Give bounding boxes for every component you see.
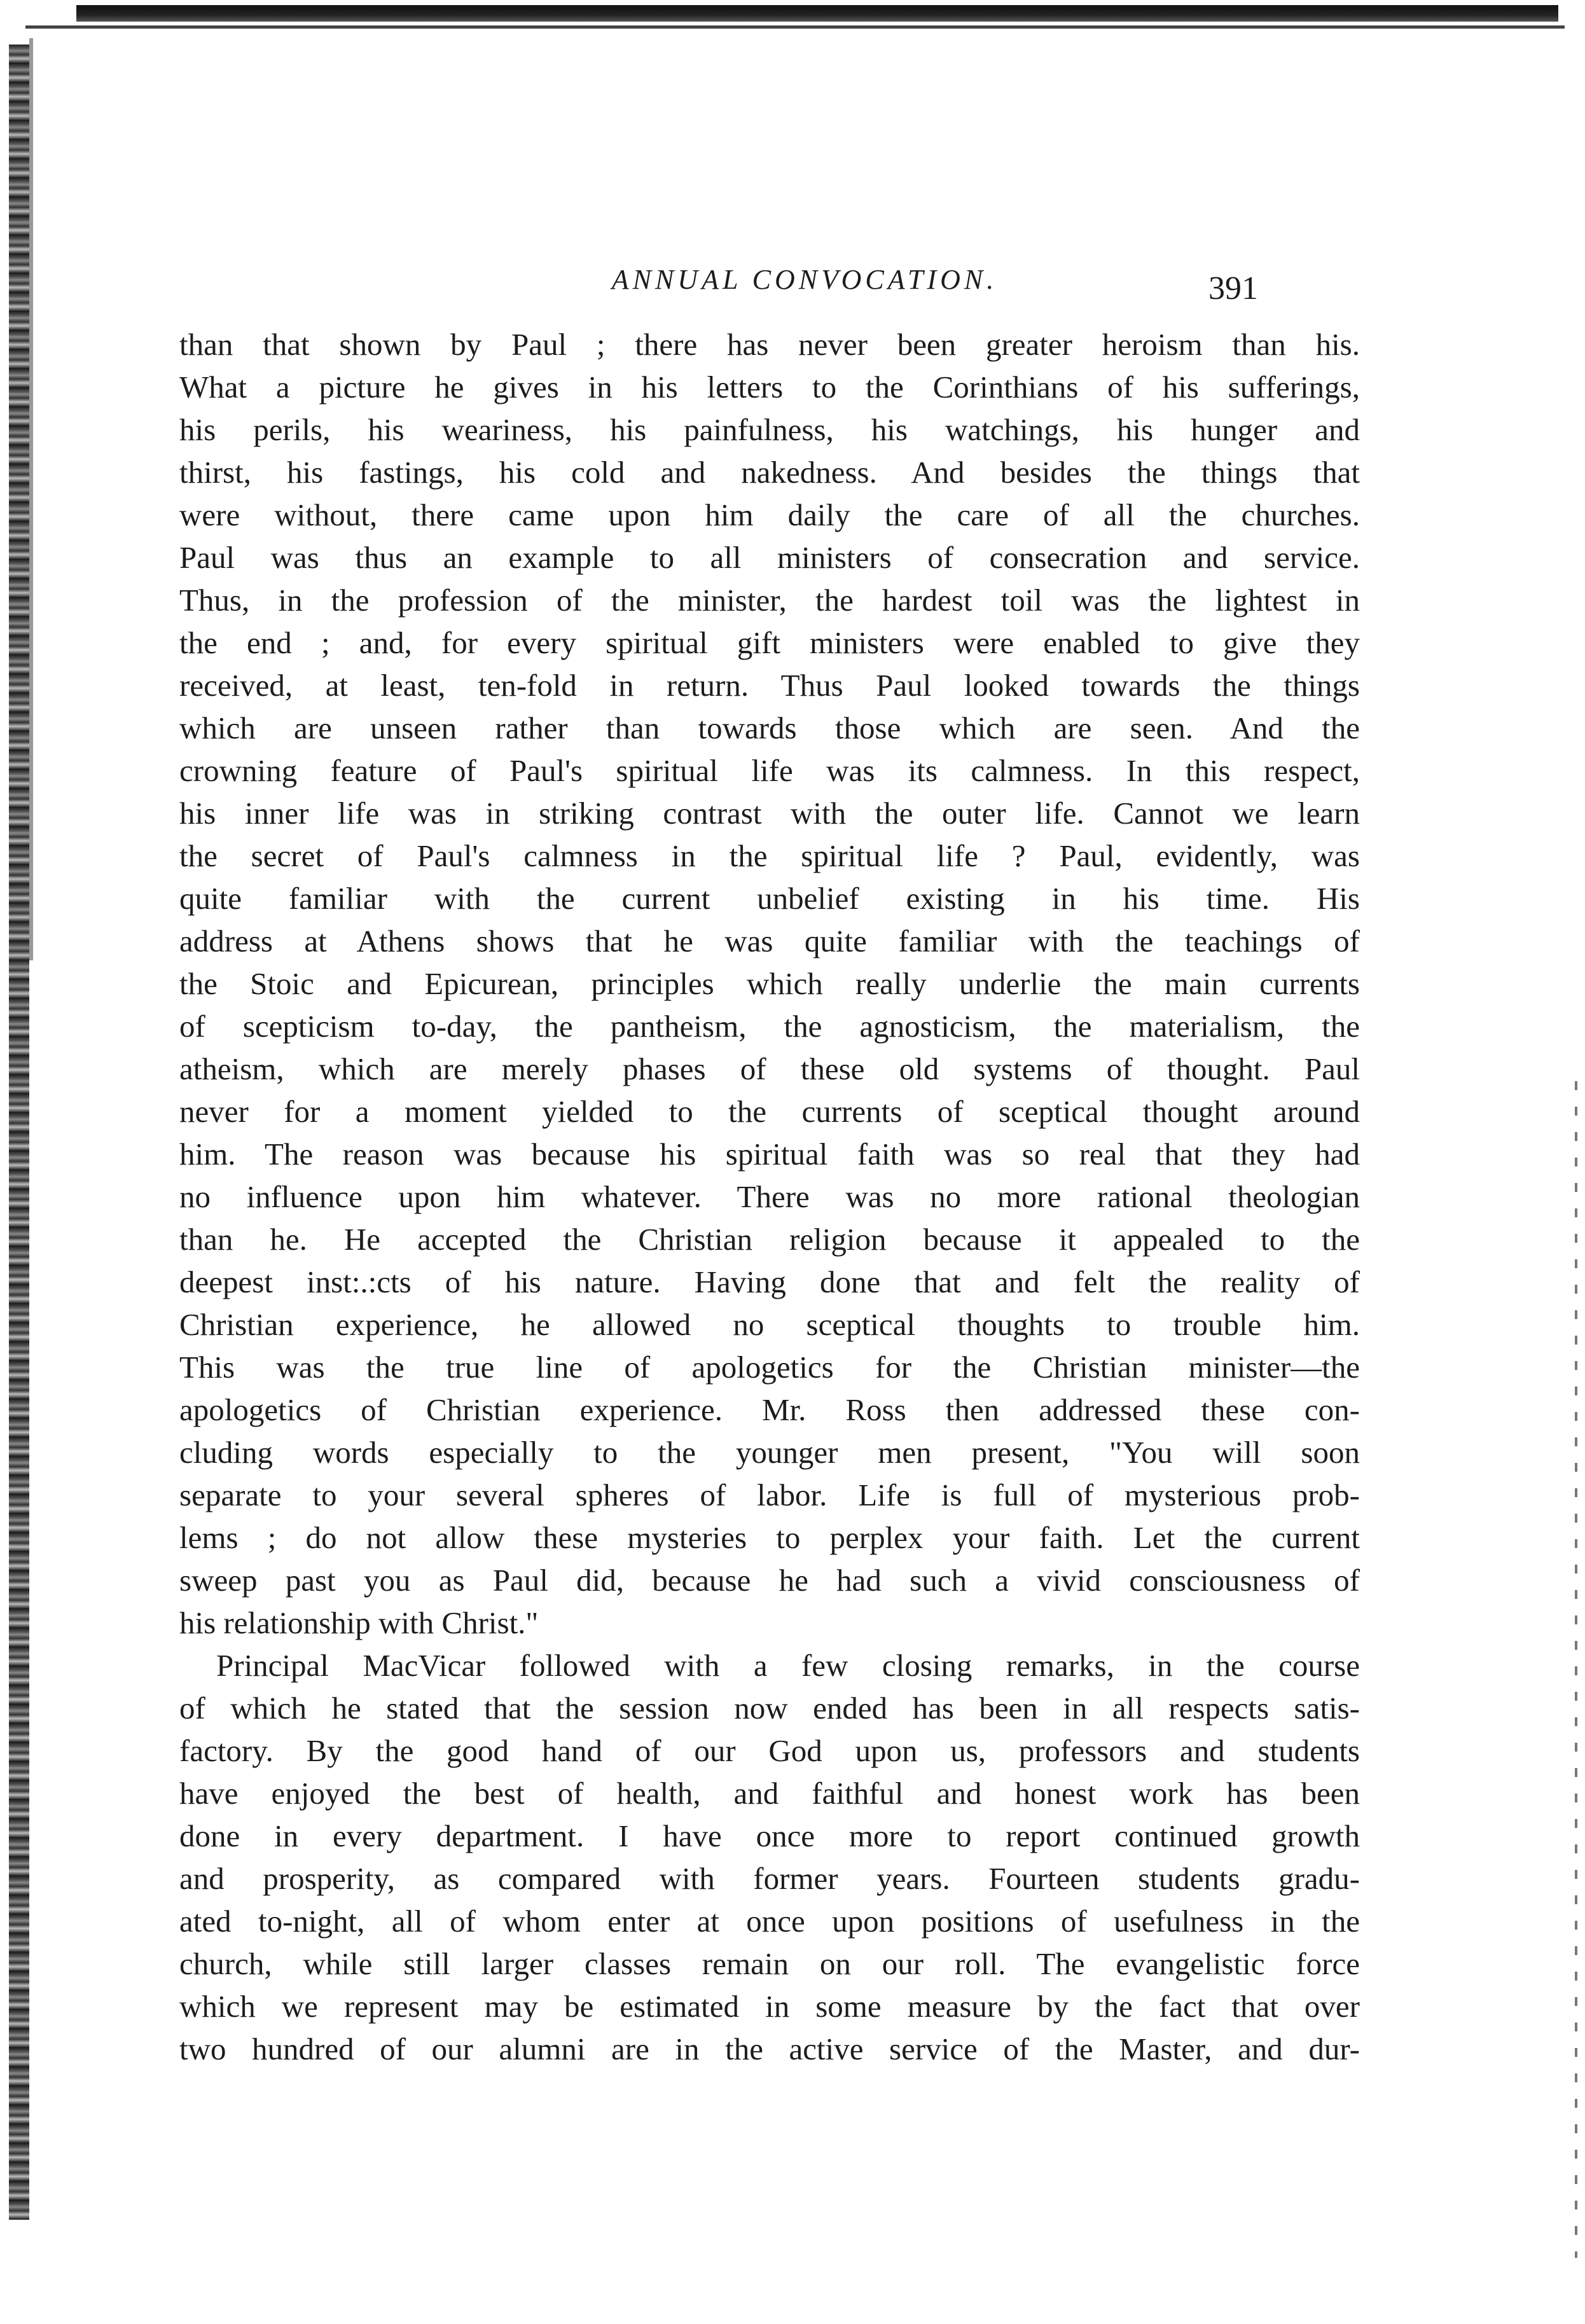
text-line: the secret of Paul's calmness in the spiritual life ? Paul, evidently, was [179, 838, 1360, 873]
binding-edge-inner [29, 38, 33, 960]
paragraph-first-line: Principal MacVicar followed with a few closing remarks, in the course [216, 1648, 1360, 1683]
text-line: than that shown by Paul ; there has never been greater heroism than his. [179, 327, 1360, 362]
text-line: which are unseen rather than towards those which are seen. And the [179, 710, 1360, 745]
text-line: him. The reason was because his spiritual faith was so real that they had [179, 1137, 1360, 1172]
text-line: cluding words especially to the younger men present, "You will soon [179, 1435, 1360, 1470]
text-line: lems ; do not allow these mysteries to perplex your faith. Let the current [179, 1520, 1360, 1555]
text-line: done in every department. I have once more to report continued growth [179, 1818, 1360, 1853]
text-line: church, while still larger classes remain on our roll. The evangelistic force [179, 1946, 1360, 1981]
text-line: Thus, in the profession of the minister, the hardest toil was the lightest in [179, 583, 1360, 618]
text-line: thirst, his fastings, his cold and nakedness. And besides the things that [179, 455, 1360, 490]
text-line: the end ; and, for every spiritual gift ministers were enabled to give they [179, 625, 1360, 660]
text-line: and prosperity, as compared with former years. Fourteen students gradu- [179, 1861, 1360, 1896]
text-line: his relationship with Christ." [179, 1605, 539, 1640]
text-line: two hundred of our alumni are in the active service of the Master, and dur- [179, 2031, 1360, 2066]
page-number: 391 [1208, 270, 1258, 307]
running-head [0, 263, 1585, 308]
top-border-rule [76, 5, 1558, 22]
text-line: ated to-night, all of whom enter at once upon positions of usefulness in the [179, 1904, 1360, 1939]
top-border-thin-rule [25, 25, 1565, 29]
text-line: the Stoic and Epicurean, principles which really underlie the main currents [179, 966, 1360, 1001]
text-line: of scepticism to-day, the pantheism, the agnosticism, the materialism, the [179, 1009, 1360, 1044]
text-line: of which he stated that the session now ended has been in all respects satis- [179, 1691, 1360, 1726]
text-line: received, at least, ten-fold in return. Thus Paul looked towards the things [179, 668, 1360, 703]
running-title: ANNUAL CONVOCATION. [611, 264, 998, 295]
text-line: What a picture he gives in his letters to the Corinthians of his sufferings, [179, 370, 1360, 405]
text-line: which we represent may be estimated in some measure by the fact that over [179, 1989, 1360, 2024]
text-line: deepest inst:.:cts of his nature. Having done that and felt the reality of [179, 1264, 1360, 1299]
text-line: atheism, which are merely phases of these old systems of thought. Paul [179, 1051, 1360, 1086]
text-line: quite familiar with the current unbelief existing in his time. His [179, 881, 1360, 916]
text-line: his perils, his weariness, his painfulness, his watchings, his hunger and [179, 412, 1360, 447]
text-line: were without, there came upon him daily the care of all the churches. [179, 497, 1360, 532]
text-line: his inner life was in striking contrast with the outer life. Cannot we learn [179, 796, 1360, 831]
text-line: sweep past you as Paul did, because he had such a vivid consciousness of [179, 1563, 1360, 1598]
text-column [179, 323, 1360, 2070]
text-line: have enjoyed the best of health, and faithful and honest work has been [179, 1776, 1360, 1811]
right-edge-marks [1575, 1081, 1577, 2258]
binding-edge [9, 45, 29, 2220]
text-line: address at Athens shows that he was quite familiar with the teachings of [179, 923, 1360, 958]
text-line: never for a moment yielded to the currents of sceptical thought around [179, 1094, 1360, 1129]
text-line: apologetics of Christian experience. Mr. Ross then addressed these con- [179, 1392, 1360, 1427]
text-line: than he. He accepted the Christian religion because it appealed to the [179, 1222, 1360, 1257]
text-line: Christian experience, he allowed no sceptical thoughts to trouble him. [179, 1307, 1360, 1342]
text-line: factory. By the good hand of our God upon us, professors and students [179, 1733, 1360, 1768]
text-line: This was the true line of apologetics for the Christian minister—the [179, 1350, 1360, 1385]
text-line: separate to your several spheres of labor. Life is full of mysterious prob- [179, 1477, 1360, 1512]
text-line: Paul was thus an example to all ministers of consecration and service. [179, 540, 1360, 575]
text-line: no influence upon him whatever. There was no more rational theologian [179, 1179, 1360, 1214]
text-line: crowning feature of Paul's spiritual life was its calmness. In this respect, [179, 753, 1360, 788]
